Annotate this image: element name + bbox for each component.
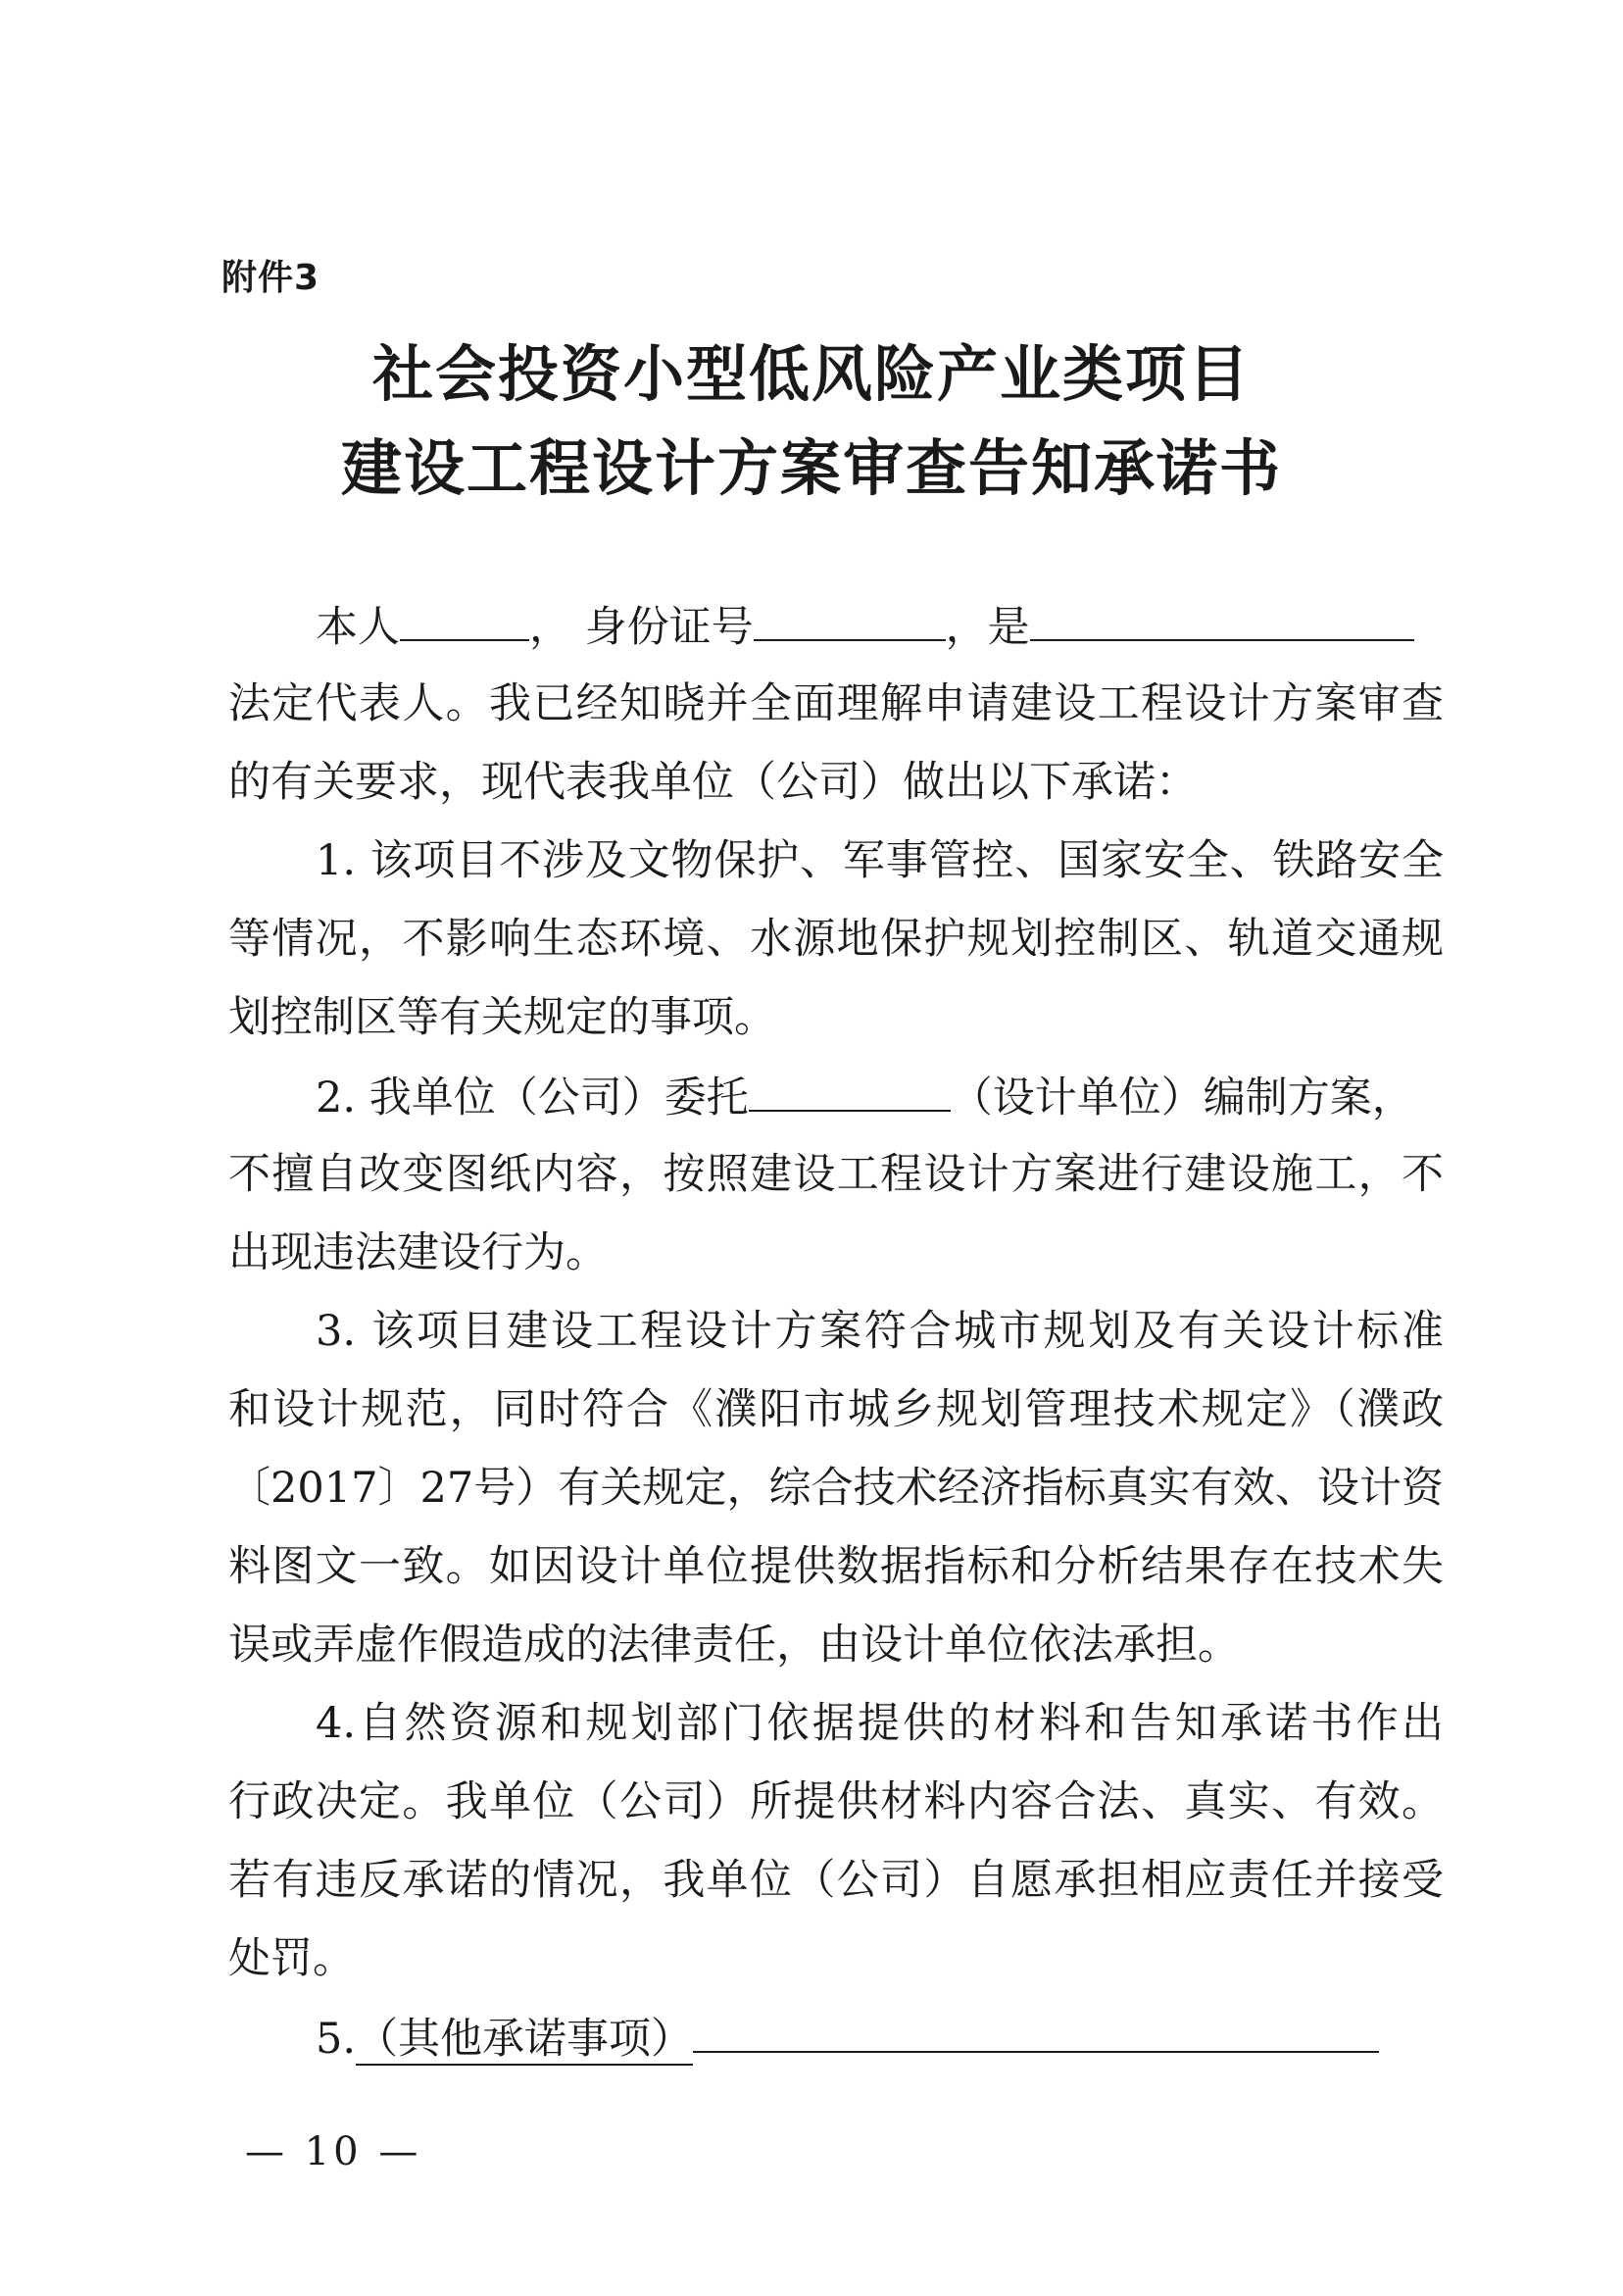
- item4-line-2: 行政决定。我单位（公司）所提供材料内容合法、真实、有效。: [228, 1777, 1444, 1826]
- item1-line-2: 等情况，不影响生态环境、水源地保护规划控制区、轨道交通规: [228, 915, 1444, 964]
- item2-entrust: 2. 我单位（公司）委托: [316, 1073, 749, 1123]
- intro-line-2: 法定代表人。我已经知晓并全面理解申请建设工程设计方案审查: [228, 679, 1444, 728]
- page-number: — 10 —: [245, 2129, 422, 2174]
- item2-line-3: 出现违法建设行为。: [228, 1228, 608, 1277]
- item5-line: [316, 2012, 1444, 2065]
- intro-self: 本人: [316, 603, 400, 652]
- design-unit-blank[interactable]: [749, 1071, 951, 1112]
- id-number-blank[interactable]: [754, 600, 946, 641]
- item3-line-1: 3. 该项目建设工程设计方案符合城市规划及有关设计标准: [316, 1307, 1444, 1356]
- title-line-1: 社会投资小型低风险产业类项目: [371, 338, 1251, 410]
- item1-line-3: 划控制区等有关规定的事项。: [228, 993, 776, 1042]
- intro-line-1: [316, 600, 1444, 653]
- item2-line-2: 不擅自改变图纸内容，按照建设工程设计方案进行建设施工，不: [228, 1150, 1444, 1199]
- intro-id-label: ， 身份证号: [529, 603, 754, 652]
- item3-line-4: 料图文一致。如因设计单位提供数据指标和分析结果存在技术失: [228, 1542, 1444, 1591]
- attachment-label: 附件3: [221, 258, 320, 298]
- item5-number: 5.: [316, 2015, 357, 2064]
- item3-line-3: 〔2017〕27号）有关规定，综合技术经济指标真实有效、设计资: [228, 1464, 1444, 1513]
- item1-line-1: 1. 该项目不涉及文物保护、军事管控、国家安全、铁路安全: [316, 836, 1444, 885]
- item3-line-2: 和设计规范，同时符合《濮阳市城乡规划管理技术规定》（濮政: [228, 1385, 1444, 1434]
- item4-line-3: 若有违反承诺的情况，我单位（公司）自愿承担相应责任并接受: [228, 1856, 1444, 1905]
- item2-line-1: [316, 1071, 1444, 1123]
- company-blank[interactable]: [1030, 600, 1414, 641]
- intro-line-3: 的有关要求，现代表我单位（公司）做出以下承诺：: [228, 758, 1198, 807]
- item2-design-unit: （设计单位）编制方案，: [950, 1073, 1414, 1123]
- other-commitments-blank[interactable]: [693, 2012, 1379, 2053]
- item5-other-commitments: （其他承诺事项）: [356, 2015, 694, 2064]
- item4-line-1: 4.自然资源和规划部门依据提供的材料和告知承诺书作出: [316, 1699, 1444, 1748]
- name-blank[interactable]: [400, 600, 529, 641]
- intro-is-label: ，是: [945, 603, 1030, 652]
- item3-line-5: 误或弄虚作假造成的法律责任，由设计单位依法承担。: [228, 1621, 1240, 1670]
- item4-line-4: 处罚。: [228, 1934, 355, 1983]
- title-line-2: 建设工程设计方案审查告知承诺书: [340, 432, 1282, 504]
